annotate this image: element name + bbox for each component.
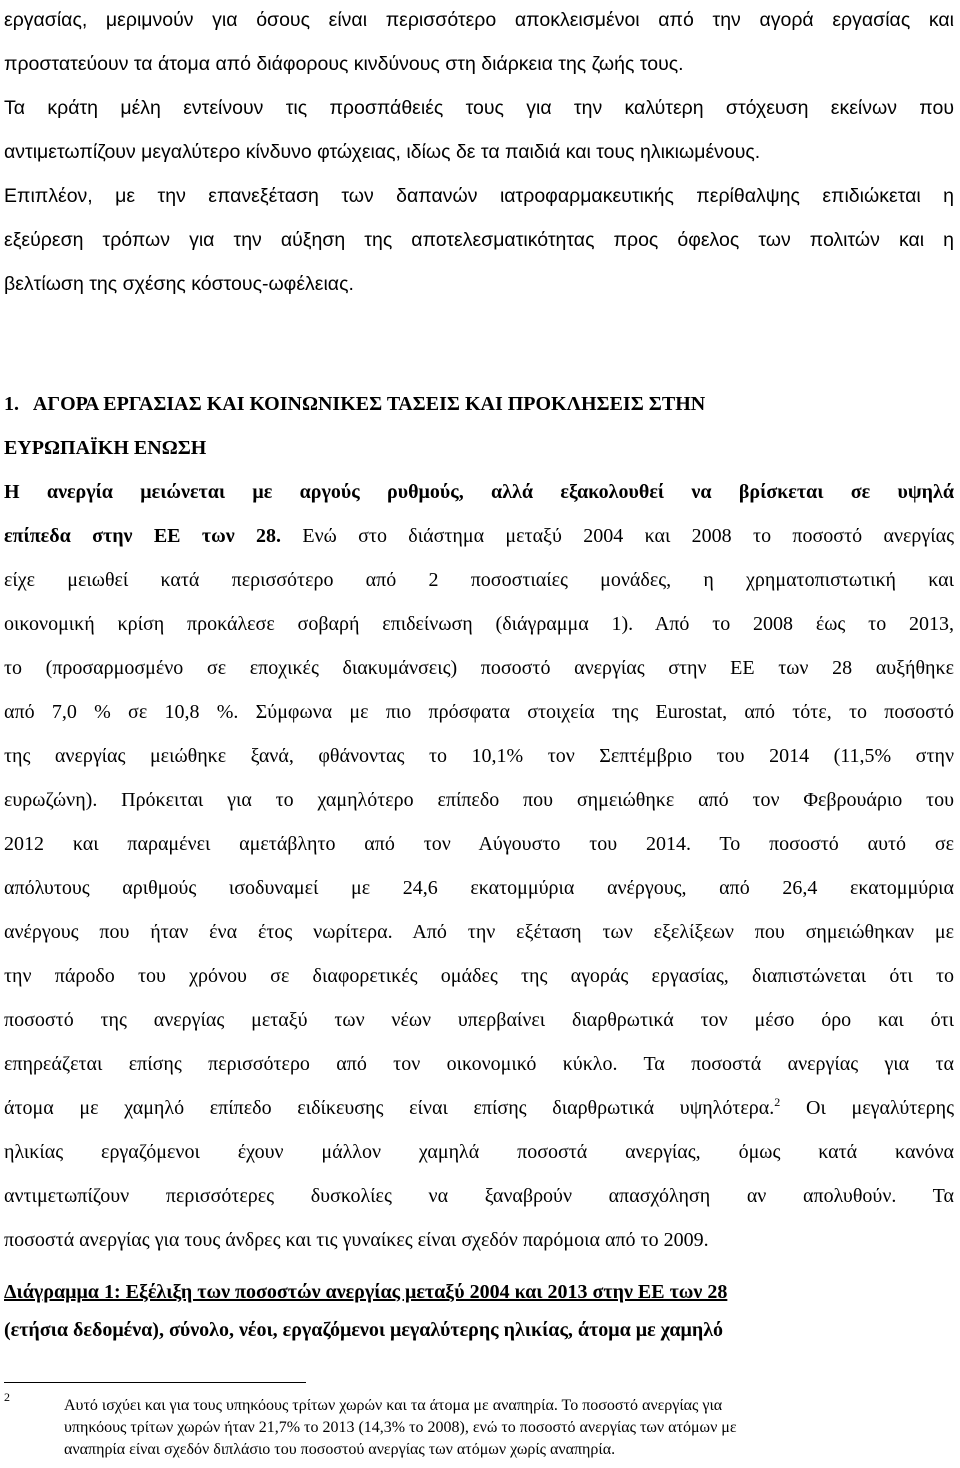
section-heading-line: ΕΥΡΩΠΑΪΚΗ ΕΝΩΣΗ: [4, 437, 207, 459]
body-line: από 7,0 % σε 10,8 %. Σύμφωνα με πιο πρόσφατα στοιχεία της Eurostat, από τότε, το ποσοστό: [4, 701, 954, 723]
body-line: ευρωζώνη). Πρόκειται για το χαμηλότερο επίπεδο που σημειώθηκε από τον Φεβρουάριο του: [4, 789, 954, 811]
footnote-line: αναπηρία είναι σχεδόν διπλάσιο του ποσοστού ανεργίας των ατόμων χωρίς αναπηρία.: [64, 1441, 616, 1458]
body-line-after-ref: Οι μεγαλύτερης: [780, 1097, 955, 1119]
intro-line: εξεύρεση τρόπων για την αύξηση της αποτελεσματικότητας προς όφελος των πολιτών και η: [4, 229, 954, 251]
body-lead-bold-end: επίπεδα στην ΕΕ των 28.: [4, 525, 281, 547]
body-line: της ανεργίας μειώθηκε ξανά, φθάνοντας το 10,1% τον Σεπτέμβριο του 2014 (11,5% στην: [4, 745, 954, 767]
body-lead-bold: Η ανεργία μειώνεται με αργούς ρυθμούς, αλλά εξακολουθεί να βρίσκεται σε υψηλά: [4, 481, 954, 503]
figure-caption-line: (ετήσια δεδομένα), σύνολο, νέοι, εργαζόμενοι μεγαλύτερης ηλικίας, άτομα με χαμηλό: [4, 1319, 724, 1341]
body-line-before-ref: άτομα με χαμηλό επίπεδο ειδίκευσης είναι επίσης διαρθρωτικά υψηλότερα.: [4, 1097, 775, 1119]
intro-line: αντιμετωπίζουν μεγαλύτερο κίνδυνο φτώχειας, ιδίως δε τα παιδιά και τους ηλικιωμένους.: [4, 141, 761, 163]
intro-line: Τα κράτη μέλη εντείνουν τις προσπάθειές τους για την καλύτερη στόχευση εκείνων που: [4, 97, 954, 119]
body-line: [4, 1096, 954, 1120]
figure-caption-line: Διάγραμμα 1: Εξέλιξη των ποσοστών ανεργίας μεταξύ 2004 και 2013 στην ΕΕ των 28: [4, 1281, 728, 1303]
body-line: είχε μειωθεί κατά περισσότερο από 2 ποσοστιαίες μονάδες, η χρηματοπιστωτική και: [4, 569, 954, 591]
body-line: 2012 και παραμένει αμετάβλητο από τον Αύγουστο του 2014. Το ποσοστό αυτό σε: [4, 833, 954, 855]
body-line: [4, 524, 954, 548]
footnote-reference[interactable]: 2: [774, 1095, 781, 1109]
body-line: ποσοστά ανεργίας για τους άνδρες και τις γυναίκες είναι σχεδόν παρόμοια από το 2009.: [4, 1229, 709, 1251]
intro-line: βελτίωση της σχέσης κόστους-ωφέλειας.: [4, 273, 354, 295]
footnote-number: 2: [4, 1390, 10, 1404]
body-line: ηλικίας εργαζόμενοι έχουν μάλλον χαμηλά ποσοστά ανεργίας, όμως κατά κανόνα: [4, 1141, 954, 1163]
body-line: αντιμετωπίζουν περισσότερες δυσκολίες να ξαναβρούν απασχόληση αν απολυθούν. Τα: [4, 1185, 954, 1207]
section-heading-line: 1. ΑΓΟΡΑ ΕΡΓΑΣΙΑΣ ΚΑΙ ΚΟΙΝΩΝΙΚΕΣ ΤΑΣΕΙΣ ΚΑΙ ΠΡΟΚΛΗΣΕΙΣ ΣΤΗΝ: [4, 393, 706, 415]
body-line: ανέργους που ήταν ένα έτος νωρίτερα. Από την εξέταση των εξελίξεων που σημειώθηκαν με: [4, 921, 954, 943]
intro-line: προστατεύουν τα άτομα από διάφορους κινδύνους στη διάρκεια της ζωής τους.: [4, 53, 684, 75]
body-line: ποσοστό της ανεργίας μεταξύ των νέων υπερβαίνει διαρθρωτικά τον μέσο όρο και ότι: [4, 1009, 954, 1031]
intro-line: εργασίας, μεριμνούν για όσους είναι περισσότερο αποκλεισμένοι από την αγορά εργασίας και: [4, 9, 954, 31]
body-line: επηρεάζεται επίσης περισσότερο από τον οικονομικό κύκλο. Τα ποσοστά ανεργίας για τα: [4, 1053, 954, 1075]
body-line: απόλυτους αριθμούς ισοδυναμεί με 24,6 εκατομμύρια ανέργους, από 26,4 εκατομμύρια: [4, 877, 954, 899]
body-line: οικονομική κρίση προκάλεσε σοβαρή επιδείνωση (διάγραμμα 1). Από το 2008 έως το 2013,: [4, 613, 954, 635]
body-line: την πάροδο του χρόνου σε διαφορετικές ομάδες της αγοράς εργασίας, διαπιστώνεται ότι το: [4, 965, 954, 987]
body-line-rest: Ενώ στο διάστημα μεταξύ 2004 και 2008 το ποσοστό ανεργίας: [281, 525, 954, 547]
intro-line: Επιπλέον, με την επανεξέταση των δαπανών ιατροφαρμακευτικής περίθαλψης επιδιώκεται η: [4, 185, 954, 207]
body-line: το (προσαρμοσμένο σε εποχικές διακυμάνσεις) ποσοστό ανεργίας στην ΕΕ των 28 αυξήθηκε: [4, 657, 954, 679]
footnote-line: υπηκόους τρίτων χωρών ήταν 21,7% το 2013 (14,3% το 2008), ενώ το ποσοστό ανεργίας των ατόμων με: [64, 1419, 737, 1436]
footnote-separator: [4, 1382, 306, 1383]
footnote-line: Αυτό ισχύει και για τους υπηκόους τρίτων χωρών και τα άτομα με αναπηρία. Το ποσοστό ανεργίας για: [64, 1397, 723, 1414]
